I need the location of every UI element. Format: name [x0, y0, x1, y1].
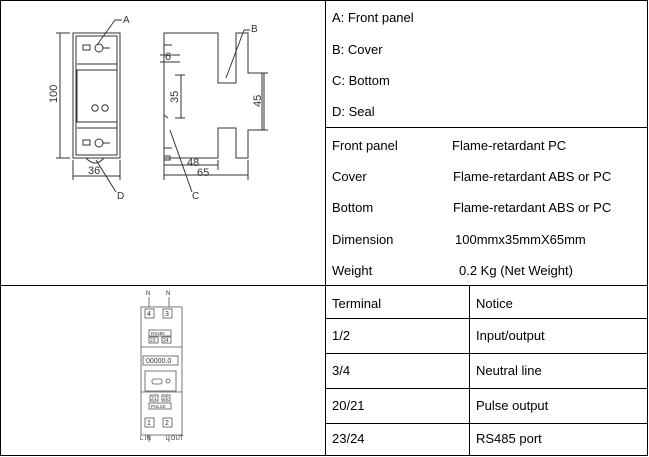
terminal-20: 20 — [163, 396, 169, 402]
dim-6: 6 — [165, 51, 172, 63]
rs485-label: RS485 — [151, 331, 165, 336]
part-c: C: Bottom — [332, 73, 390, 88]
terminal-2: 2 — [165, 420, 169, 427]
dim-36: 36 — [88, 165, 101, 177]
terminal-4: 4 — [147, 311, 151, 318]
dim-35: 35 — [169, 90, 181, 103]
terminal-row-1-notice: Input/output — [476, 328, 545, 343]
terminal-header: Terminal — [332, 296, 382, 311]
label-b: B — [251, 24, 258, 35]
n-label-2: N — [166, 291, 171, 297]
dim-45: 45 — [252, 94, 264, 107]
spec-value-bottom: Flame-retardant ABS or PC — [453, 200, 612, 215]
terminal-1: 1 — [147, 420, 151, 427]
terminal-24: 24 — [163, 338, 169, 344]
dim-48: 48 — [187, 157, 200, 169]
terminal-21: 21 — [151, 396, 157, 402]
spec-name-weight: Weight — [332, 263, 373, 278]
notice-header: Notice — [476, 296, 513, 311]
label-d: D — [117, 191, 125, 202]
terminal-row-3-notice: Pulse output — [476, 398, 549, 413]
part-a: A: Front panel — [332, 10, 414, 25]
wiring-diagram — [0, 285, 325, 456]
part-d: D: Seal — [332, 104, 375, 119]
part-b: B: Cover — [332, 42, 383, 57]
terminal-23: 23 — [150, 338, 156, 344]
spec-value-cover: Flame-retardant ABS or PC — [453, 169, 612, 184]
label-c: C — [192, 191, 200, 202]
spec-name-cover: Cover — [332, 169, 367, 184]
terminal-3: 3 — [165, 311, 169, 318]
spec-value-dimension: 100mmx35mmX65mm — [455, 232, 586, 247]
pulse-label: PULSE — [151, 404, 166, 409]
n-label-1: N — [146, 291, 151, 297]
spec-value-front-panel: Flame-retardant PC — [452, 138, 567, 153]
terminal-row-3-terminal: 20/21 — [332, 398, 365, 413]
terminal-row-1-terminal: 1/2 — [332, 328, 351, 343]
label-a: A — [123, 15, 130, 26]
terminal-row-4-terminal: 23/24 — [332, 431, 365, 446]
terminal-row-4-notice: RS485 port — [476, 431, 542, 446]
dim-65: 65 — [197, 167, 210, 179]
spec-name-bottom: Bottom — [332, 200, 374, 215]
dim-100: 100 — [48, 84, 60, 103]
l-in-label: L IN — [140, 436, 151, 442]
spec-name-dimension: Dimension — [332, 232, 394, 247]
l-out-label: L OUT — [166, 436, 184, 442]
spec-value-weight: 0.2 Kg (Net Weight) — [459, 263, 573, 278]
terminal-row-2-terminal: 3/4 — [332, 363, 351, 378]
terminal-row-2-notice: Neutral line — [476, 363, 542, 378]
dimension-drawing — [0, 0, 325, 285]
display-reading: 00000.0 — [146, 358, 172, 365]
spec-name-front-panel: Front panel — [332, 138, 398, 153]
